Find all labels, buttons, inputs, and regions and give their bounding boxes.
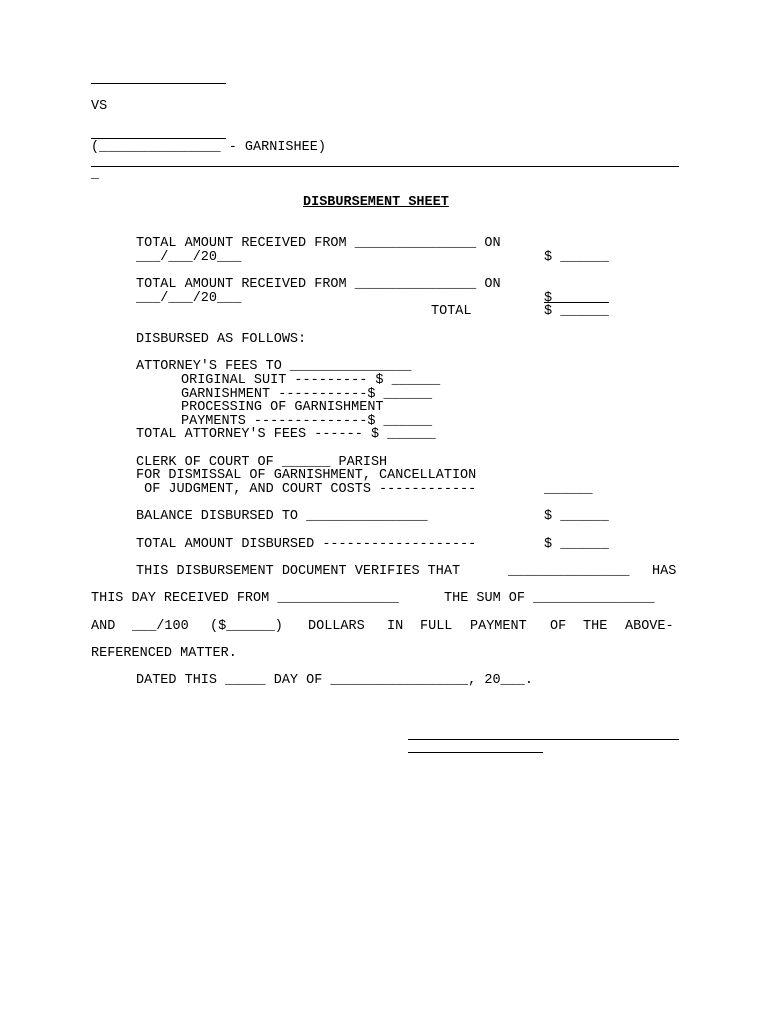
verification-word-cents: ___/100: [132, 619, 189, 634]
processing-line: PROCESSING OF GARNISHMENT: [181, 400, 384, 415]
signature-line: [408, 739, 679, 740]
disbursed-heading: DISBURSED AS FOLLOWS:: [136, 332, 307, 347]
total-label: TOTAL: [431, 304, 472, 319]
plaintiff-line: [91, 83, 226, 84]
clerk-amount: ______: [544, 482, 593, 497]
balance-amount: $ ______: [544, 509, 609, 524]
verification-word-amount: ($______): [210, 619, 283, 634]
header-rule-tail: _: [91, 167, 100, 182]
verification-line-1-blank: _______________: [508, 564, 630, 579]
total-amount: $ ______: [544, 304, 609, 319]
clerk-line-2: FOR DISMISSAL OF GARNISHMENT, CANCELLATION: [136, 468, 477, 483]
original-suit-line: ORIGINAL SUIT --------- $ ______: [181, 373, 441, 388]
garnishee-line: (_______________ - GARNISHEE): [91, 140, 326, 155]
verification-word-the: THE: [583, 619, 608, 634]
attorney-fees-to: ATTORNEY'S FEES TO _______________: [136, 359, 412, 374]
garnishment-line: GARNISHMENT -----------$ ______: [181, 387, 433, 402]
total-attorney-fees: TOTAL ATTORNEY'S FEES ------ $ ______: [136, 427, 436, 442]
received-1-amount: $ ______: [544, 250, 609, 265]
payments-line: PAYMENTS --------------$ ______: [181, 414, 433, 429]
dated-line: DATED THIS _____ DAY OF _________________, 20___.: [136, 673, 533, 688]
balance-line: BALANCE DISBURSED TO _______________: [136, 509, 428, 524]
vs-label: VS: [91, 99, 108, 114]
verification-word-full: FULL: [420, 619, 453, 634]
verification-word-and: AND: [91, 619, 116, 634]
verification-line-4: REFERENCED MATTER.: [91, 646, 237, 661]
total-disbursed-line: TOTAL AMOUNT DISBURSED -------------------: [136, 537, 477, 552]
received-1-date: ___/___/20___: [136, 250, 242, 265]
verification-word-above: ABOVE-: [625, 619, 674, 634]
received-1-line: TOTAL AMOUNT RECEIVED FROM _______________ ON: [136, 236, 501, 251]
verification-line-2b: THE SUM OF _______________: [444, 591, 655, 606]
defendant-line: [91, 138, 226, 139]
verification-word-payment: PAYMENT: [470, 619, 527, 634]
verification-word-of: OF: [550, 619, 567, 634]
verification-line-1b: HAS: [652, 564, 677, 579]
verification-word-in: IN: [387, 619, 404, 634]
received-2-date: ___/___/20___: [136, 291, 242, 306]
signature-line-2: [408, 752, 543, 753]
received-2-line: TOTAL AMOUNT RECEIVED FROM _______________ ON: [136, 277, 501, 292]
verification-word-dollars: DOLLARS: [308, 619, 365, 634]
clerk-line-1: CLERK OF COURT OF ______ PARISH: [136, 455, 388, 470]
clerk-line-3: OF JUDGMENT, AND COURT COSTS ------------: [136, 482, 477, 497]
received-2-amount: $ ______: [544, 291, 609, 306]
header-rule: [91, 166, 679, 167]
page-title: DISBURSEMENT SHEET: [303, 195, 449, 210]
verification-line-1a: THIS DISBURSEMENT DOCUMENT VERIFIES THAT: [136, 564, 461, 579]
verification-line-2a: THIS DAY RECEIVED FROM _______________: [91, 591, 399, 606]
total-disbursed-amount: $ ______: [544, 537, 609, 552]
